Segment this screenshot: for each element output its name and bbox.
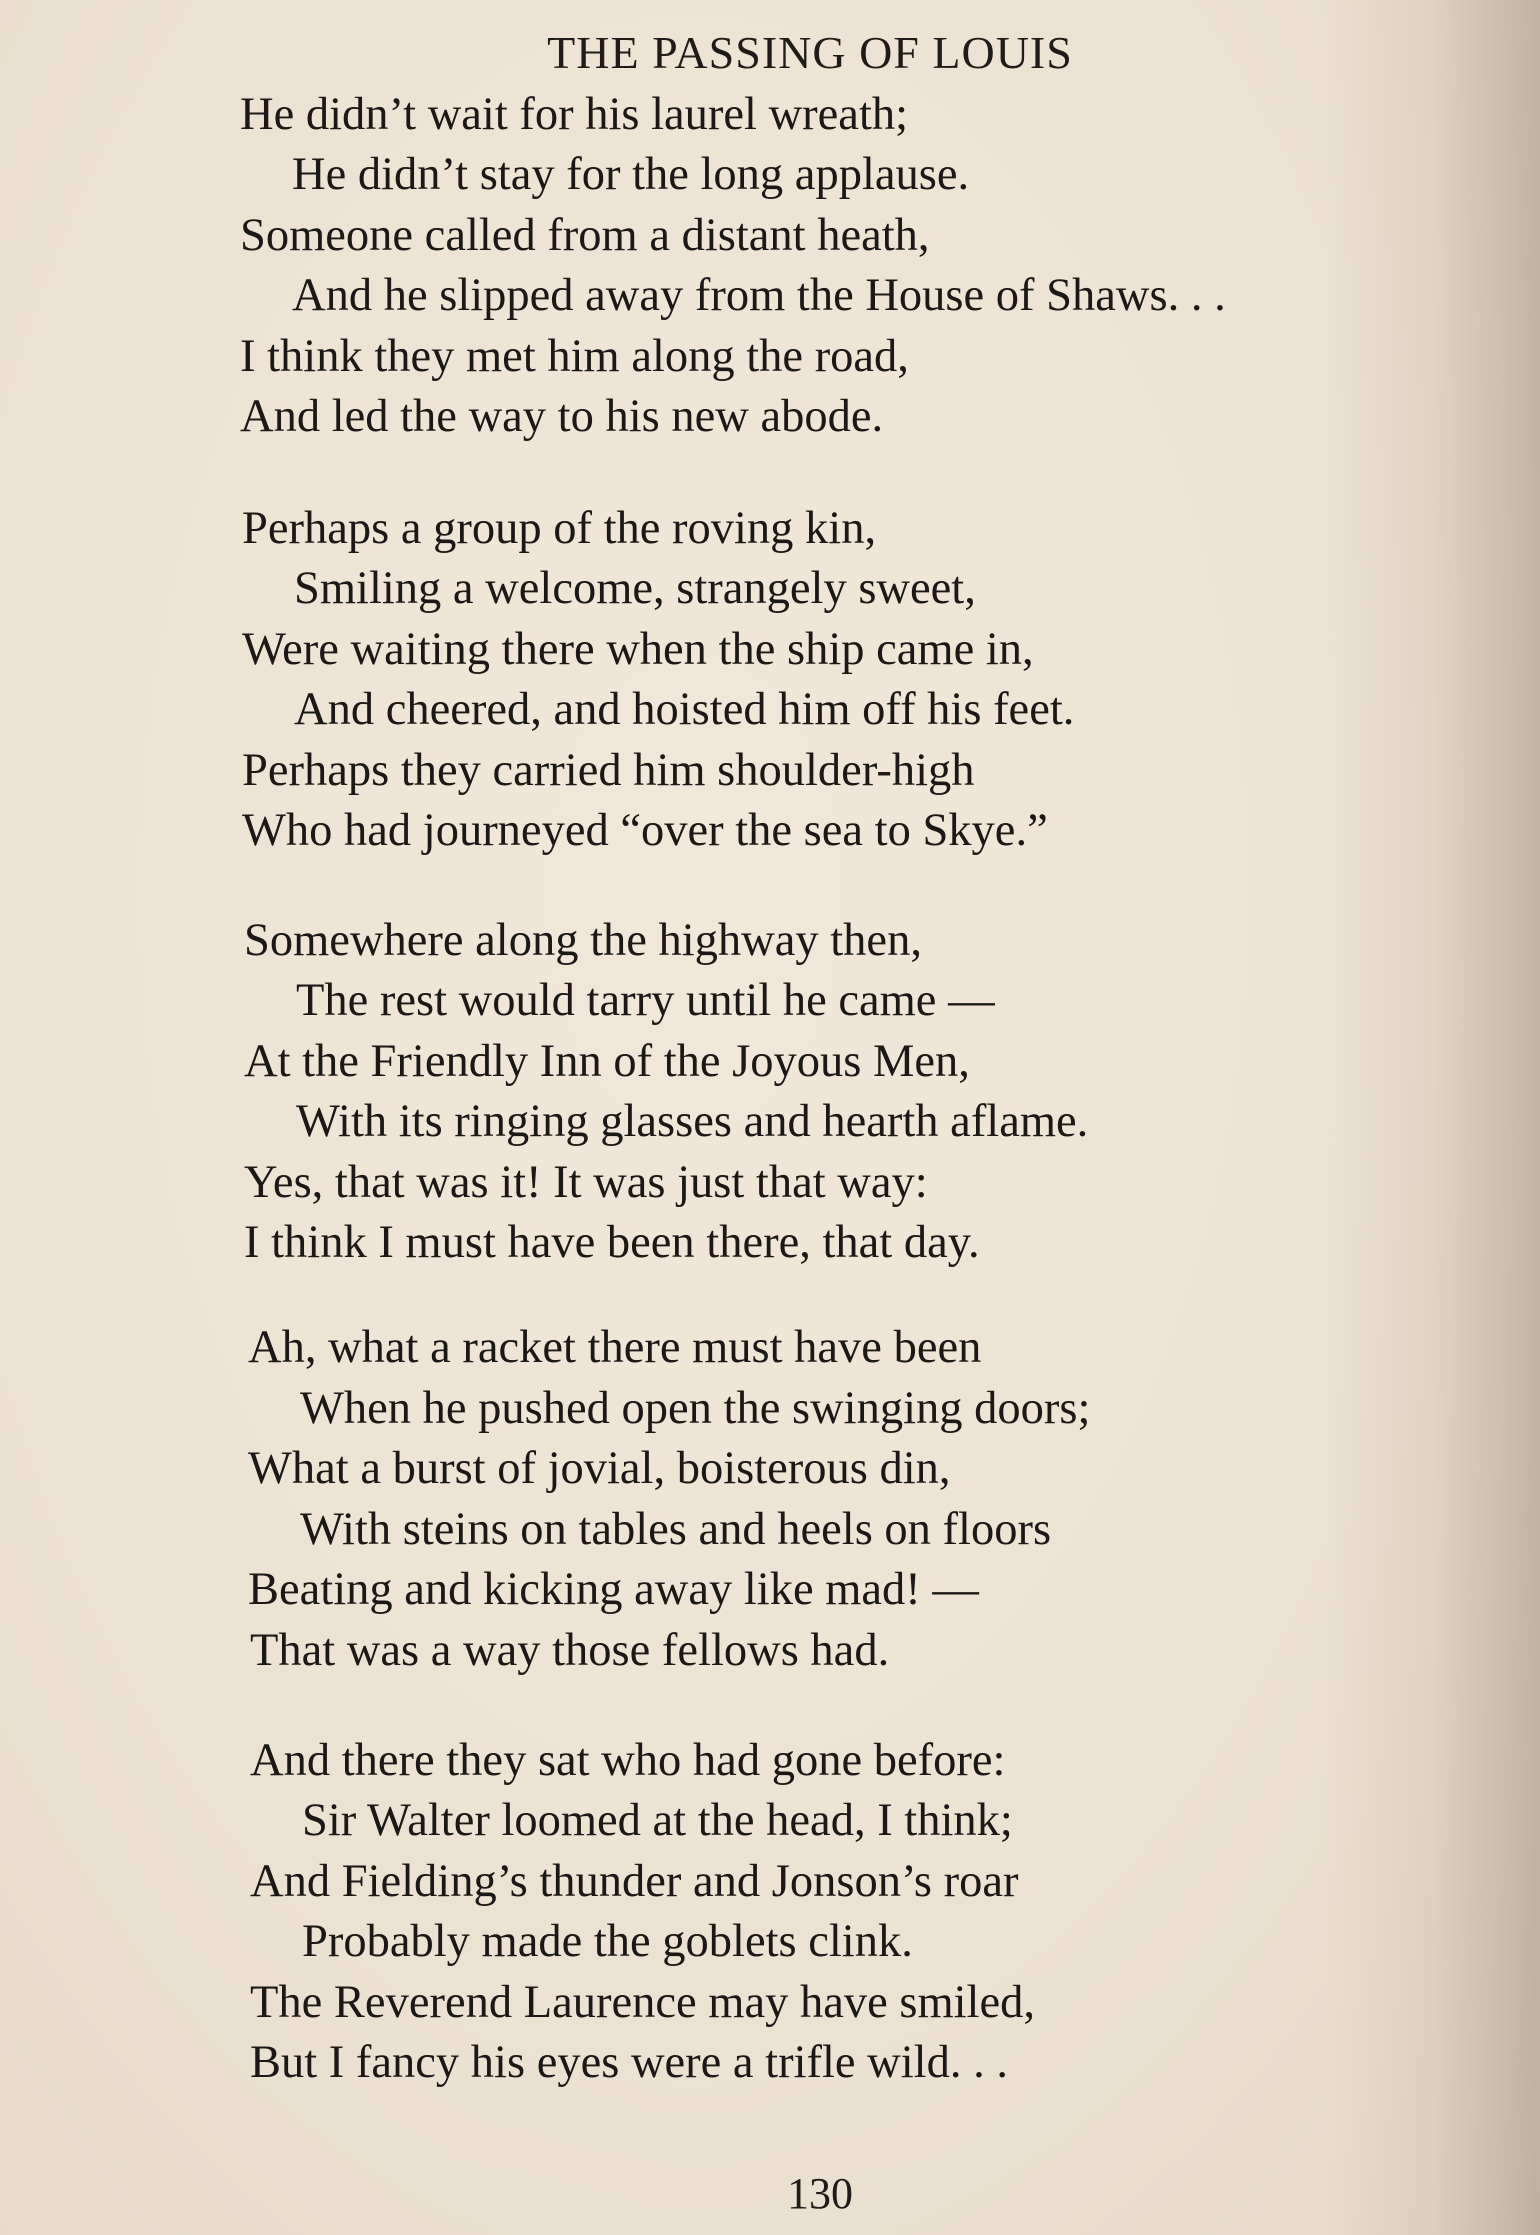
poem-line: And Fielding’s thunder and Jonson’s roar — [250, 1856, 1019, 1907]
poem-line: But I fancy his eyes were a trifle wild. . . — [250, 2037, 1008, 2088]
poem-line: The rest would tarry until he came — — [296, 975, 995, 1026]
poem-line: What a burst of jovial, boisterous din, — [248, 1443, 951, 1494]
poem-line: Somewhere along the highway then, — [244, 915, 922, 966]
poem-line: He didn’t stay for the long applause. — [292, 149, 970, 200]
poem-line: Smiling a welcome, strangely sweet, — [294, 563, 976, 614]
poem-line: Beating and kicking away like mad! — — [248, 1564, 979, 1615]
poem-line: Sir Walter loomed at the head, I think; — [302, 1795, 1013, 1846]
poem-line: That was a way those fellows had. — [250, 1625, 890, 1676]
poem-line: And cheered, and hoisted him off his feet. — [294, 684, 1075, 735]
poem-line: And he slipped away from the House of Shaws. . . — [292, 270, 1226, 321]
poem-line: And there they sat who had gone before: — [250, 1735, 1006, 1786]
poem-line: At the Friendly Inn of the Joyous Men, — [244, 1036, 970, 1087]
poem-line: The Reverend Laurence may have smiled, — [250, 1977, 1035, 2028]
poem-line: With its ringing glasses and hearth aflame. — [296, 1096, 1089, 1147]
poem-line: He didn’t wait for his laurel wreath; — [240, 89, 909, 140]
poem-line: Were waiting there when the ship came in, — [242, 624, 1034, 675]
poem-line: Someone called from a distant heath, — [240, 210, 930, 261]
page-number: 130 — [787, 2169, 853, 2218]
poem-line: When he pushed open the swinging doors; — [300, 1383, 1091, 1434]
poem-line: Who had journeyed “over the sea to Skye.” — [242, 805, 1048, 856]
poem-line: Perhaps a group of the roving kin, — [242, 503, 877, 554]
running-title: THE PASSING OF LOUIS — [547, 27, 1073, 78]
poem-line: Perhaps they carried him shoulder-high — [242, 745, 975, 796]
poem-line: With steins on tables and heels on floors — [300, 1504, 1052, 1555]
poem-line: I think they met him along the road, — [240, 331, 909, 382]
poem-line: Yes, that was it! It was just that way: — [244, 1157, 928, 1208]
poem-line: Ah, what a racket there must have been — [248, 1322, 982, 1373]
poem-line: Probably made the goblets clink. — [302, 1916, 913, 1967]
poem-line: And led the way to his new abode. — [240, 391, 884, 442]
poem-line: I think I must have been there, that day. — [244, 1217, 980, 1268]
